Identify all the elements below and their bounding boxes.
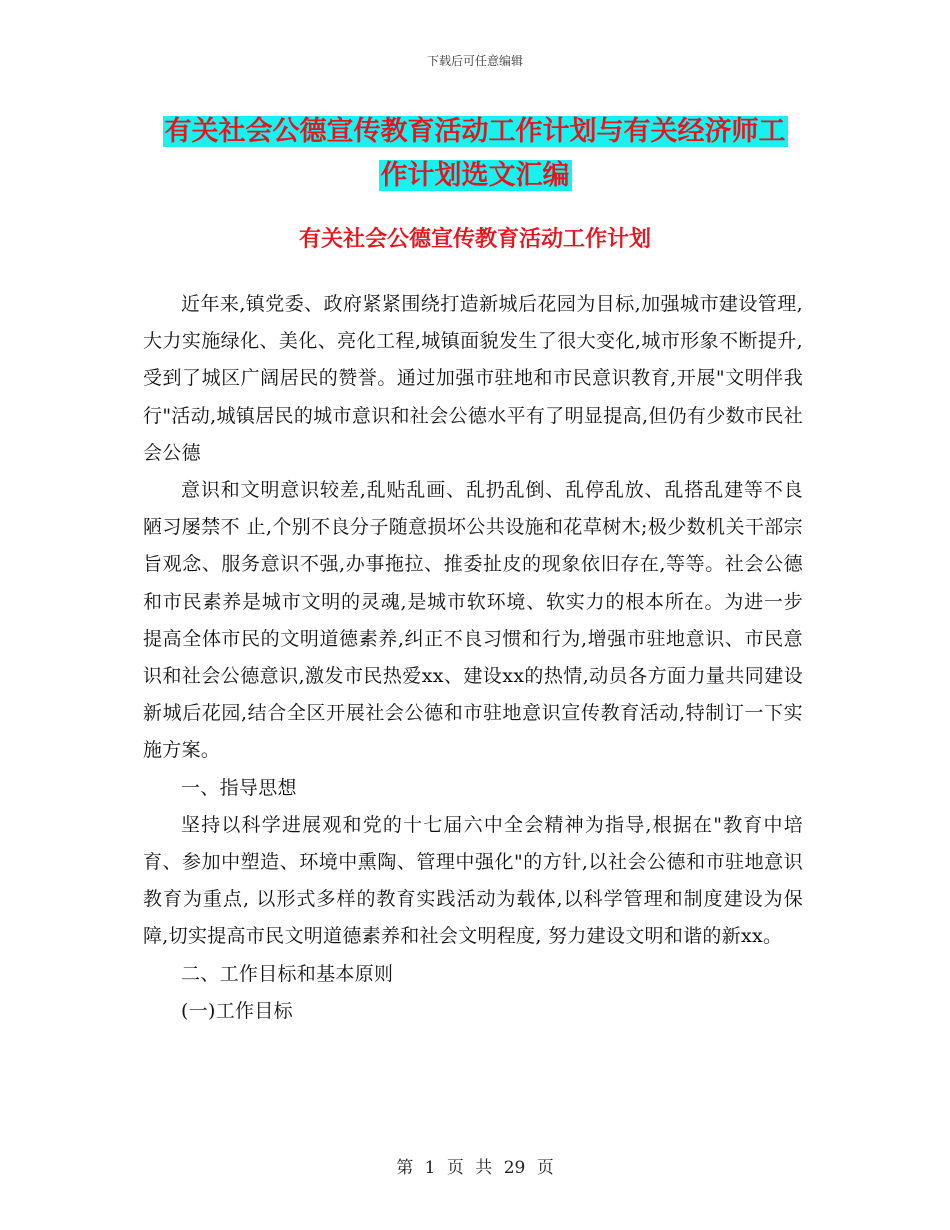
page-number-footer: 第 1 页 共 29 页 — [396, 1158, 554, 1178]
document-title-line-2: 作计划选文汇编 — [380, 160, 570, 191]
paragraph: 意识和文明意识较差,乱贴乱画、乱扔乱倒、乱停乱放、乱搭乱建等不良陋习屡禁不 止,个别不良分子随意损坏公共设施和花草树木;极少数机关干部宗旨观念、服务意识不强,办事拖拉、推委扯皮的现象依旧存在,等等。社会公德和市民素养是城市文明的灵魂,是城市软环境、软实力的根本所在。为进一步提高全体市民的文明道德素养,纠正不良习惯和行为,增强市驻地意识、市民意识和社会公德意识,激发市民热爱xx、建设xx的热情,动员各方面力量共同建设新城后花园,结合全区开展社会公德和市驻地意识宣传教育活动,特制订一下实施方案。 — [143, 479, 803, 762]
document-title-line-1: 有关社会公德宣传教育活动工作计划与有关经济师工 — [164, 116, 786, 147]
header-note: 下载后可任意编辑 — [426, 54, 523, 68]
heading-work-goals: (一)工作目标 — [181, 999, 293, 1022]
section-title: 有关社会公德宣传教育活动工作计划 — [298, 227, 651, 252]
document-title — [145, 110, 805, 198]
heading-goals-and-principles: 二、工作目标和基本原则 — [181, 962, 394, 985]
paragraph: 坚持以科学进展观和党的十七届六中全会精神为指导,根据在"教育中培育、参加中塑造、环境中熏陶、管理中强化"的方针,以社会公德和市驻地意识教育为重点, 以形式多样的教育实践活动为载体,以科学管理和制度建设为保障,切实提高市民文明道德素养和社会文明程度, 努力建设文明和谐的新xx。 — [143, 813, 803, 948]
paragraph: 近年来,镇党委、政府紧紧围绕打造新城后花园为目标,加强城市建设管理,大力实施绿化、美化、亮化工程,城镇面貌发生了很大变化,城市形象不断提升,受到了城区广阔居民的赞誉。通过加强市驻地和市民意识教育,开展"文明伴我行"活动,城镇居民的城市意识和社会公德水平有了明显提高,但仍有少数市民社会公德 — [143, 293, 803, 464]
heading-guiding-ideology: 一、指导思想 — [181, 776, 297, 799]
document-body — [143, 286, 803, 1030]
